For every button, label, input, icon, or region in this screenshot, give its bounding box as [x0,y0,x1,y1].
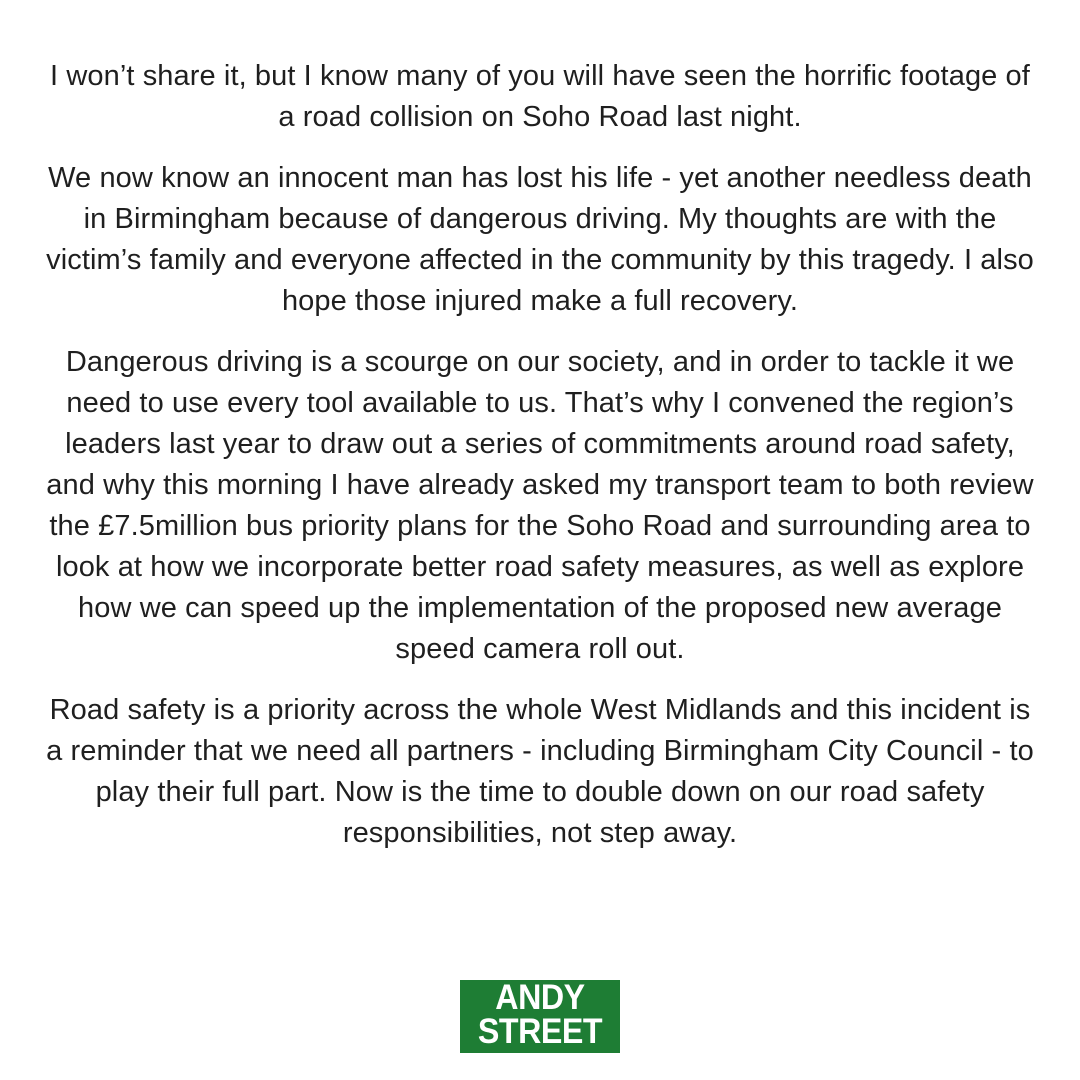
paragraph-2: We now know an innocent man has lost his life - yet another needless death in Birmingham because of dangerous driving. My thoughts are with the victim’s family and everyone affected in the community by this tragedy. I also hope those injured make a full recovery. [46,162,1034,317]
logo-line-andy: ANDY [495,978,585,1017]
paragraph-3: Dangerous driving is a scourge on our society, and in order to tackle it we need to use every tool available to us. That’s why I convened the region’s leaders last year to draw out a series of commitments around road safety, and why this morning I have already asked my transport team to both review the £7.5million bus priority plans for the Soho Road and surrounding area to look at how we incorporate better road safety measures, as well as explore how we can speed up the implementation of the proposed new average speed camera roll out. [46,346,1034,665]
paragraph-4: Road safety is a priority across the whole West Midlands and this incident is a reminder that we need all partners - including Birmingham City Council - to play their full part. Now is the time to double down on our road safety responsibilities, not step away. [46,694,1034,849]
logo-line-street: STREET [477,1012,603,1051]
statement-text [40,56,1040,874]
paragraph-1: I won’t share it, but I know many of you will have seen the horrific footage of a road collision on Soho Road last night. [50,60,1030,133]
andy-street-logo [460,980,620,1053]
